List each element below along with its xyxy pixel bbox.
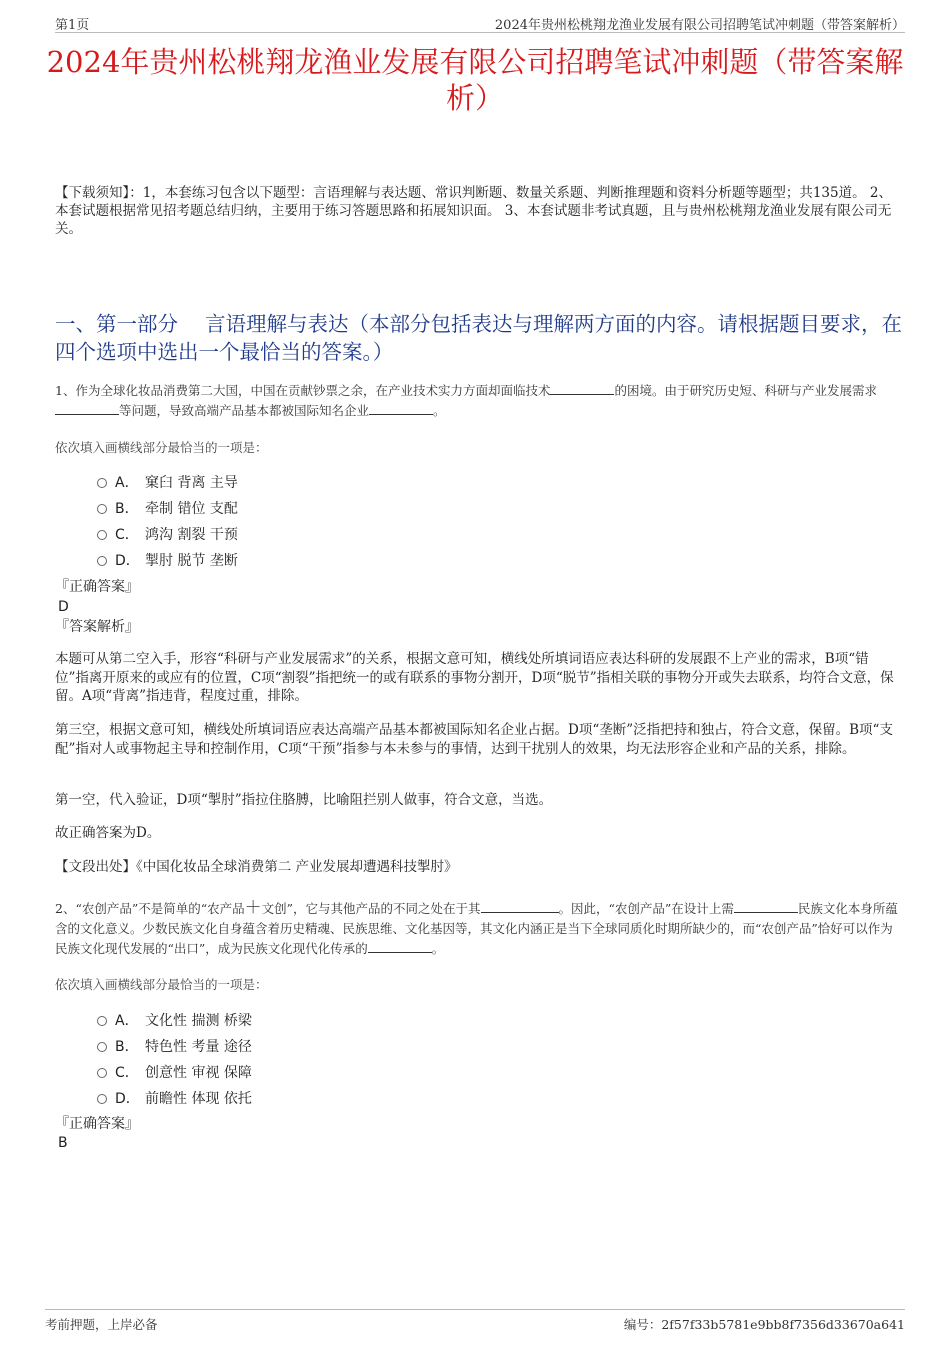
option-text: 鸿沟 割裂 干预 bbox=[145, 527, 238, 543]
page-number: 第1页 bbox=[55, 18, 90, 33]
option-a[interactable] bbox=[55, 1008, 902, 1034]
option-letter: B． bbox=[115, 1039, 139, 1055]
passage-source: 【文段出处】《中国化妆品全球消费第二 产业发展却遭遇科技掣肘》 bbox=[55, 859, 458, 875]
option-text: 特色性 考量 途径 bbox=[145, 1039, 252, 1055]
question-1-text-part: 。 bbox=[433, 403, 446, 418]
option-text: 前瞻性 体现 依托 bbox=[145, 1091, 252, 1107]
plus-sign: ＋ bbox=[244, 898, 262, 918]
document-id: 编号：2f57f33b5781e9bb8f7356d33670a641 bbox=[623, 1317, 905, 1332]
answer-label: 『正确答案』 bbox=[55, 579, 139, 595]
option-letter: A． bbox=[115, 475, 139, 491]
question-2-text-part: 2、“农创产品”不是简单的“农产品 bbox=[55, 901, 245, 916]
page-header bbox=[55, 12, 905, 33]
option-c[interactable] bbox=[55, 522, 902, 548]
option-b[interactable] bbox=[55, 1034, 902, 1060]
question-2-options bbox=[55, 1008, 902, 1112]
question-2-prompt: 依次填入画横线部分最恰当的一项是： bbox=[55, 977, 268, 992]
analysis-paragraph: 本题可从第二空入手，形容“科研与产业发展需求”的关系，根据文意可知，横线处所填词语应表达科研的发展跟不上产业的需求，B项“错位”指离开原来的或应有的位置，C项“割裂”指把统一的或有联系的事物分割开，D项“脱节”指相关联的事物分开或失去联系，均符合文意，保留。A项“背离”指违背，程度过重，排除。 bbox=[55, 651, 894, 704]
download-notice: 【下载须知】：1，本套练习包含以下题型：言语理解与表达题、常识判断题、数量关系题、判断推理题和资料分析题等题型；共135道。 2、本套试题根据常见招考题总结归纳，主要用于练习答题思路和拓展知识面。 3、本套试题非考试真题，且与贵州松桃翔龙渔业发展有限公司无关。 bbox=[55, 185, 892, 237]
question-1-text bbox=[55, 381, 902, 421]
question-1-options bbox=[55, 470, 902, 574]
option-text: 掣肘 脱节 垄断 bbox=[145, 553, 238, 569]
page-footer bbox=[45, 1309, 905, 1332]
option-text: 创意性 审视 保障 bbox=[145, 1065, 252, 1081]
option-text: 窠臼 背离 主导 bbox=[145, 475, 238, 491]
radio-button[interactable] bbox=[97, 1094, 107, 1104]
option-letter: C． bbox=[115, 527, 139, 543]
option-d[interactable] bbox=[55, 548, 902, 574]
question-1-prompt: 依次填入画横线部分最恰当的一项是： bbox=[55, 440, 268, 455]
option-letter: C． bbox=[115, 1065, 139, 1081]
answer-label: 『正确答案』 bbox=[55, 1116, 139, 1132]
question-2-text bbox=[55, 898, 902, 959]
option-text: 牵制 错位 支配 bbox=[145, 501, 238, 517]
analysis-label: 『答案解析』 bbox=[55, 619, 139, 635]
radio-button[interactable] bbox=[97, 530, 107, 540]
radio-button[interactable] bbox=[97, 1068, 107, 1078]
option-letter: A． bbox=[115, 1013, 139, 1029]
question-1-text-part: 1、作为全球化妆品消费第二大国，中国在贡献钞票之余，在产业技术实力方面却面临技术 bbox=[55, 383, 551, 398]
fill-blank bbox=[550, 382, 614, 395]
footer-slogan: 考前押题，上岸必备 bbox=[45, 1317, 158, 1332]
option-letter: D． bbox=[115, 1091, 140, 1107]
option-a[interactable] bbox=[55, 470, 902, 496]
question-2-text-part: 文创”，它与其他产品的不同之处在于其 bbox=[261, 901, 481, 916]
radio-button[interactable] bbox=[97, 1042, 107, 1052]
question-2-text-part: 。因此，“农创产品”在设计上需 bbox=[558, 901, 734, 916]
analysis-paragraph: 第三空，根据文意可知，横线处所填词语应表达高端产品基本都被国际知名企业占据。D项“垄断”泛指把持和独占，符合文意，保留。B项“支配”指对人或事物起主导和控制作用，C项“干预”指参与本未参与的事情，达到干扰别人的效果，均无法形容企业和产品的关系，排除。 bbox=[55, 722, 893, 757]
fill-blank bbox=[55, 402, 119, 415]
radio-button[interactable] bbox=[97, 556, 107, 566]
fill-blank bbox=[369, 402, 433, 415]
option-b[interactable] bbox=[55, 496, 902, 522]
fill-blank bbox=[368, 940, 432, 953]
question-1-text-part: 等问题，导致高端产品基本都被国际知名企业 bbox=[119, 403, 370, 418]
question-1-text-part: 的困境。由于研究历史短、科研与产业发展需求 bbox=[614, 383, 877, 398]
section-heading: 一、第一部分 言语理解与表达（本部分包括表达与理解两方面的内容。请根据题目要求，在四个选项中选出一个最恰当的答案。） bbox=[55, 312, 903, 364]
question-2-text-part: 。 bbox=[431, 941, 445, 956]
question-2-text-part: 民族文化本身所蕴含的文化意义。少数民族文化自身蕴含着历史精魂、民族思维、文化基因等，其文化内涵正是当下全球同质化时期所缺少的，而“农创产品”恰好可以作为民族文化现代发展的“出口”，成为民族文化现代化传承的 bbox=[55, 901, 898, 956]
fill-blank bbox=[734, 900, 798, 913]
radio-button[interactable] bbox=[97, 504, 107, 514]
radio-button[interactable] bbox=[97, 1016, 107, 1026]
radio-button[interactable] bbox=[97, 478, 107, 488]
document-title: 2024年贵州松桃翔龙渔业发展有限公司招聘笔试冲刺题（带答案解析） bbox=[46, 45, 904, 115]
fill-blank bbox=[481, 900, 559, 913]
correct-answer: D bbox=[58, 599, 69, 615]
option-letter: D． bbox=[115, 553, 140, 569]
option-c[interactable] bbox=[55, 1060, 902, 1086]
analysis-conclusion: 故正确答案为D。 bbox=[55, 825, 161, 841]
option-text: 文化性 揣测 桥梁 bbox=[145, 1013, 252, 1029]
option-letter: B． bbox=[115, 501, 139, 517]
option-d[interactable] bbox=[55, 1086, 902, 1112]
analysis-paragraph: 第一空，代入验证，D项“掣肘”指拉住胳膊，比喻阻拦别人做事，符合文意，当选。 bbox=[55, 792, 553, 808]
correct-answer: B bbox=[58, 1135, 68, 1151]
header-doc-title: 2024年贵州松桃翔龙渔业发展有限公司招聘笔试冲刺题（带答案解析） bbox=[494, 18, 905, 33]
